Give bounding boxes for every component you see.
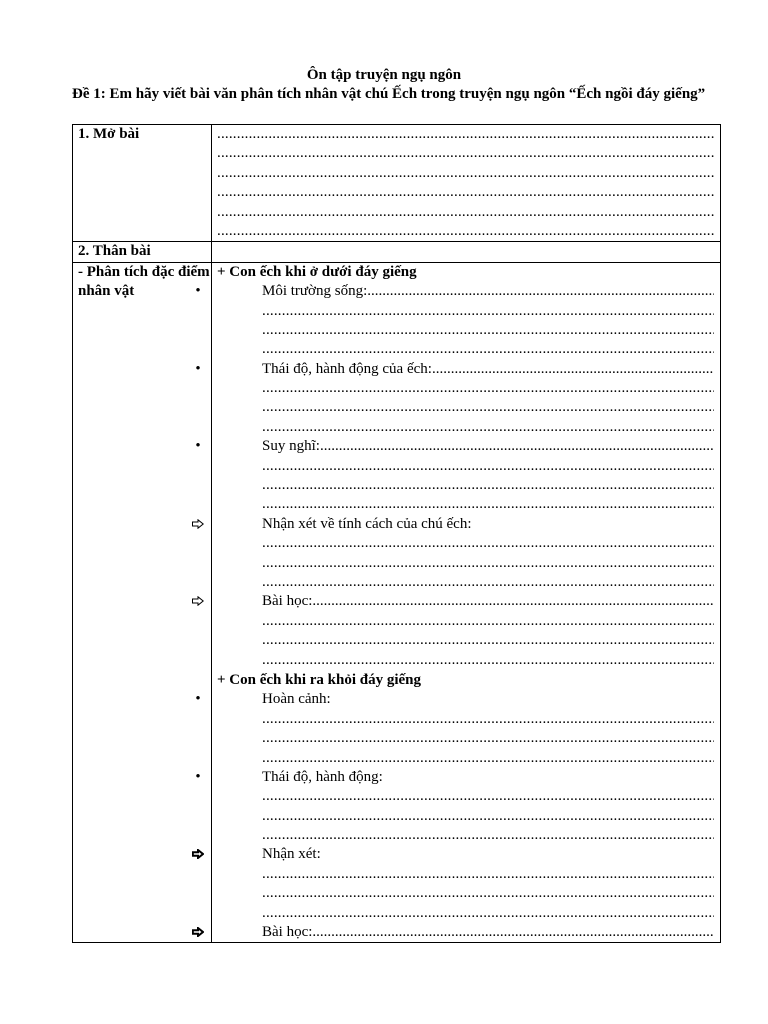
- section-heading-in-well: + Con ếch khi ở dưới đáy giếng: [217, 263, 417, 280]
- intro-row: [73, 125, 721, 242]
- intro-label: 1. Mở bài: [73, 125, 212, 242]
- analysis-row: [73, 262, 721, 943]
- question-text: Đề 1: Em hãy viết bài văn phân tích nhân vật chú Ếch trong truyện ngụ ngôn “Ếch ngồi đáy giếng”: [72, 86, 706, 102]
- answer-line[interactable]: [262, 807, 714, 826]
- answer-line[interactable]: [262, 554, 714, 573]
- answer-line[interactable]: [217, 125, 714, 144]
- list-item: • Thái độ, hành động: ..... ..... .....: [217, 768, 714, 846]
- answer-line[interactable]: [262, 631, 714, 650]
- answer-line[interactable]: [217, 222, 714, 241]
- body-empty-cell: [212, 242, 721, 262]
- list-item: • Suy nghĩ: ..... ..... ..... .....: [217, 437, 714, 515]
- answer-line[interactable]: [262, 302, 714, 321]
- answer-line[interactable]: [262, 573, 714, 592]
- list-item: Nhận xét về tính cách của chú ếch: ..... ..... .....: [217, 515, 714, 593]
- answer-line[interactable]: [367, 282, 714, 301]
- answer-line[interactable]: [262, 904, 714, 923]
- answer-line[interactable]: [217, 144, 714, 163]
- body-row: [73, 242, 721, 262]
- outline-table: [72, 124, 721, 943]
- analysis-answer-area: [195, 262, 721, 943]
- answer-line[interactable]: [432, 360, 714, 379]
- intro-answer-area: [212, 125, 721, 242]
- list-item: • Môi trường sống: ..... ..... ..... .....: [217, 282, 714, 360]
- answer-line[interactable]: [262, 398, 714, 417]
- list-item: • Hoàn cảnh: ..... ..... .....: [217, 690, 714, 768]
- answer-line[interactable]: [262, 826, 714, 845]
- answer-line[interactable]: [262, 710, 714, 729]
- body-label: 2. Thân bài: [73, 242, 212, 262]
- answer-line[interactable]: [262, 651, 714, 670]
- answer-line[interactable]: [262, 495, 714, 514]
- answer-line[interactable]: [217, 164, 714, 183]
- answer-line[interactable]: [262, 612, 714, 631]
- answer-line[interactable]: [312, 923, 714, 942]
- answer-line[interactable]: [217, 183, 714, 202]
- answer-line[interactable]: [262, 865, 714, 884]
- list-item: Bài học: ..... ..... ..... .....: [217, 592, 714, 670]
- answer-line[interactable]: [262, 476, 714, 495]
- list-item: Nhận xét: ..... ..... .....: [217, 845, 714, 923]
- answer-line[interactable]: [262, 884, 714, 903]
- answer-line[interactable]: [262, 787, 714, 806]
- document-title: Ôn tập truyện ngụ ngôn: [306, 67, 462, 83]
- answer-line[interactable]: [262, 749, 714, 768]
- list-item: Bài học: .....: [217, 923, 714, 942]
- answer-line[interactable]: [262, 321, 714, 340]
- answer-line[interactable]: [262, 534, 714, 553]
- answer-line[interactable]: [262, 418, 714, 437]
- answer-line[interactable]: [262, 729, 714, 748]
- answer-line[interactable]: [320, 437, 714, 456]
- answer-line[interactable]: [262, 340, 714, 359]
- list-item: • Thái độ, hành động của ếch: ..... ..... ..... .....: [217, 360, 714, 438]
- analysis-label: - Phân tích đặc điểm nhân vật: [73, 262, 212, 943]
- answer-line[interactable]: [312, 592, 714, 611]
- answer-line[interactable]: [262, 457, 714, 476]
- answer-line[interactable]: [217, 203, 714, 222]
- section-heading-out-of-well: + Con ếch khi ra khỏi đáy giếng: [217, 671, 422, 688]
- answer-line[interactable]: [262, 379, 714, 398]
